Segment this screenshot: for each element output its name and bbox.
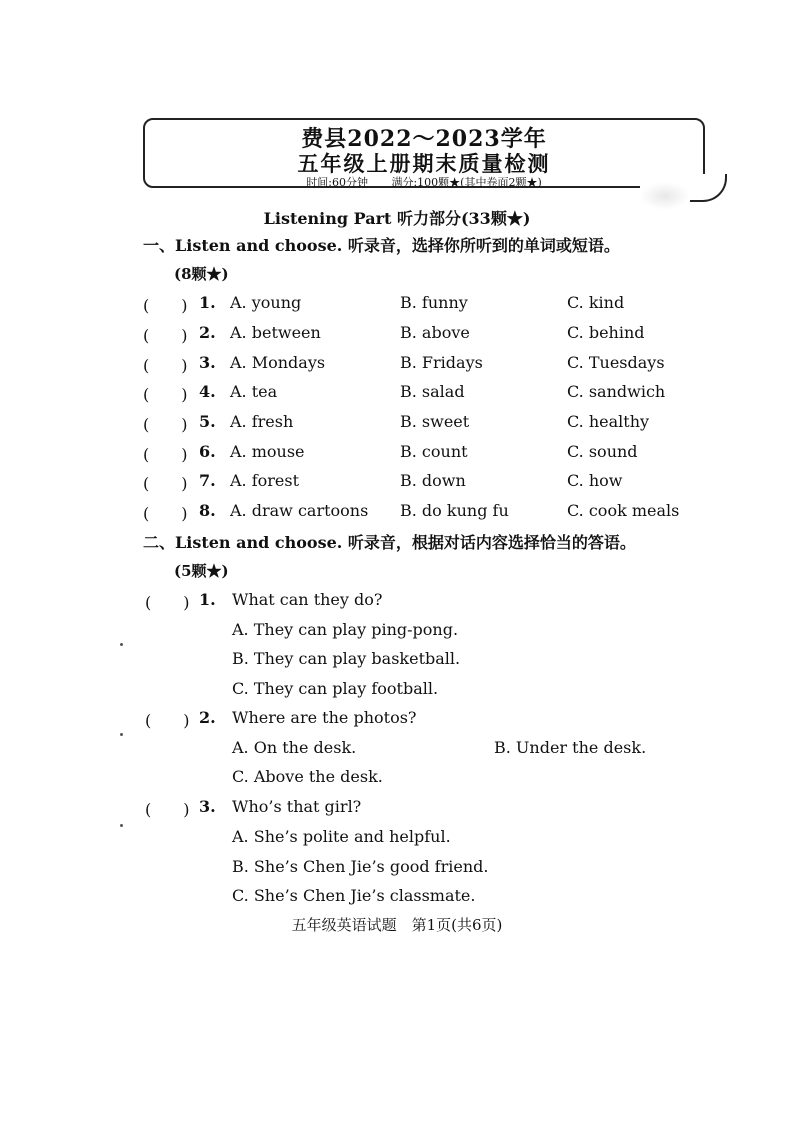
option-a[interactable]: A. young bbox=[230, 293, 302, 312]
list-item bbox=[0, 323, 794, 347]
option-a[interactable]: A. Mondays bbox=[230, 353, 326, 372]
option-a[interactable]: A. She’s polite and helpful. bbox=[232, 827, 451, 846]
page-curl-decoration bbox=[685, 174, 727, 202]
section1-title: 一、Listen and choose. 听录音，选择你所听到的单词或短语。 bbox=[143, 236, 620, 255]
option-c[interactable]: C. behind bbox=[567, 323, 645, 342]
option-c[interactable]: C. She’s Chen Jie’s classmate. bbox=[232, 886, 476, 905]
question-number: 1. bbox=[199, 293, 216, 312]
list-item bbox=[0, 353, 794, 377]
option-c[interactable]: C. how bbox=[567, 471, 623, 490]
answer-blank[interactable]: ( ) bbox=[143, 356, 188, 375]
option-b[interactable]: B. down bbox=[400, 471, 466, 490]
list-item bbox=[0, 412, 794, 436]
option-b[interactable]: B. above bbox=[400, 323, 470, 342]
option-c[interactable]: C. sandwich bbox=[567, 382, 666, 401]
option-c[interactable]: C. kind bbox=[567, 293, 625, 312]
option-a[interactable]: A. They can play ping-pong. bbox=[232, 620, 459, 639]
option-a[interactable]: A. tea bbox=[230, 382, 278, 401]
question-number: 7. bbox=[199, 471, 216, 490]
question-number: 5. bbox=[199, 412, 216, 431]
exam-score: 满分:100颗★(其中卷面2颗★) bbox=[391, 176, 542, 189]
option-a[interactable]: A. mouse bbox=[230, 442, 305, 461]
section2-stars: (5颗★) bbox=[174, 562, 229, 580]
answer-blank[interactable]: ( ) bbox=[143, 385, 188, 404]
question-number: 8. bbox=[199, 501, 216, 520]
option-c[interactable]: C. healthy bbox=[567, 412, 650, 431]
list-item bbox=[0, 501, 794, 525]
answer-blank[interactable]: ( ) bbox=[145, 593, 190, 612]
answer-blank[interactable]: ( ) bbox=[145, 711, 190, 730]
page-footer: 五年级英语试题 第1页(共6页) bbox=[291, 916, 503, 934]
option-c[interactable]: C. Above the desk. bbox=[232, 767, 383, 786]
option-b[interactable]: B. She’s Chen Jie’s good friend. bbox=[232, 857, 489, 876]
section1-stars: (8颗★) bbox=[174, 265, 229, 283]
list-item bbox=[0, 442, 794, 466]
question-text: What can they do? bbox=[232, 590, 383, 609]
option-b[interactable]: B. Fridays bbox=[400, 353, 483, 372]
question-number: 2. bbox=[199, 708, 216, 727]
answer-blank[interactable]: ( ) bbox=[145, 800, 190, 819]
question-number: 2. bbox=[199, 323, 216, 342]
exam-info bbox=[145, 174, 703, 190]
answer-blank[interactable]: ( ) bbox=[143, 296, 188, 315]
option-c[interactable]: C. cook meals bbox=[567, 501, 680, 520]
option-a[interactable]: A. forest bbox=[230, 471, 300, 490]
question-text: Who’s that girl? bbox=[232, 797, 362, 816]
option-a[interactable]: A. On the desk. bbox=[232, 738, 357, 757]
exam-header-box bbox=[143, 118, 705, 188]
scan-mark bbox=[120, 643, 123, 646]
option-b[interactable]: B. They can play basketball. bbox=[232, 649, 461, 668]
section2-title: 二、Listen and choose. 听录音，根据对话内容选择恰当的答语。 bbox=[143, 533, 636, 552]
list-item bbox=[0, 293, 794, 317]
question-number: 6. bbox=[199, 442, 216, 461]
exam-title-line2: 五年级上册期末质量检测 bbox=[297, 151, 551, 176]
question-number: 1. bbox=[199, 590, 216, 609]
question-number: 3. bbox=[199, 797, 216, 816]
option-b[interactable]: B. salad bbox=[400, 382, 465, 401]
scan-mark bbox=[120, 733, 123, 736]
option-b[interactable]: B. Under the desk. bbox=[494, 738, 647, 757]
answer-blank[interactable]: ( ) bbox=[143, 474, 188, 493]
option-b[interactable]: B. sweet bbox=[400, 412, 470, 431]
scan-mark bbox=[120, 824, 123, 827]
list-item bbox=[0, 382, 794, 406]
option-b[interactable]: B. do kung fu bbox=[400, 501, 509, 520]
question-text: Where are the photos? bbox=[232, 708, 417, 727]
option-a[interactable]: A. draw cartoons bbox=[230, 501, 369, 520]
option-a[interactable]: A. fresh bbox=[230, 412, 294, 431]
option-b[interactable]: B. funny bbox=[400, 293, 468, 312]
listening-part-title: Listening Part 听力部分(33颗★) bbox=[263, 209, 531, 228]
option-b[interactable]: B. count bbox=[400, 442, 468, 461]
answer-blank[interactable]: ( ) bbox=[143, 415, 188, 434]
option-c[interactable]: C. sound bbox=[567, 442, 638, 461]
exam-title-line1: 费县2022～2023学年 bbox=[301, 126, 547, 152]
exam-time: 时间:60分钟 bbox=[306, 176, 368, 189]
answer-blank[interactable]: ( ) bbox=[143, 504, 188, 523]
option-c[interactable]: C. They can play football. bbox=[232, 679, 439, 698]
option-a[interactable]: A. between bbox=[230, 323, 321, 342]
question-number: 3. bbox=[199, 353, 216, 372]
answer-blank[interactable]: ( ) bbox=[143, 326, 188, 345]
answer-blank[interactable]: ( ) bbox=[143, 445, 188, 464]
option-c[interactable]: C. Tuesdays bbox=[567, 353, 665, 372]
question-number: 4. bbox=[199, 382, 216, 401]
list-item bbox=[0, 471, 794, 495]
